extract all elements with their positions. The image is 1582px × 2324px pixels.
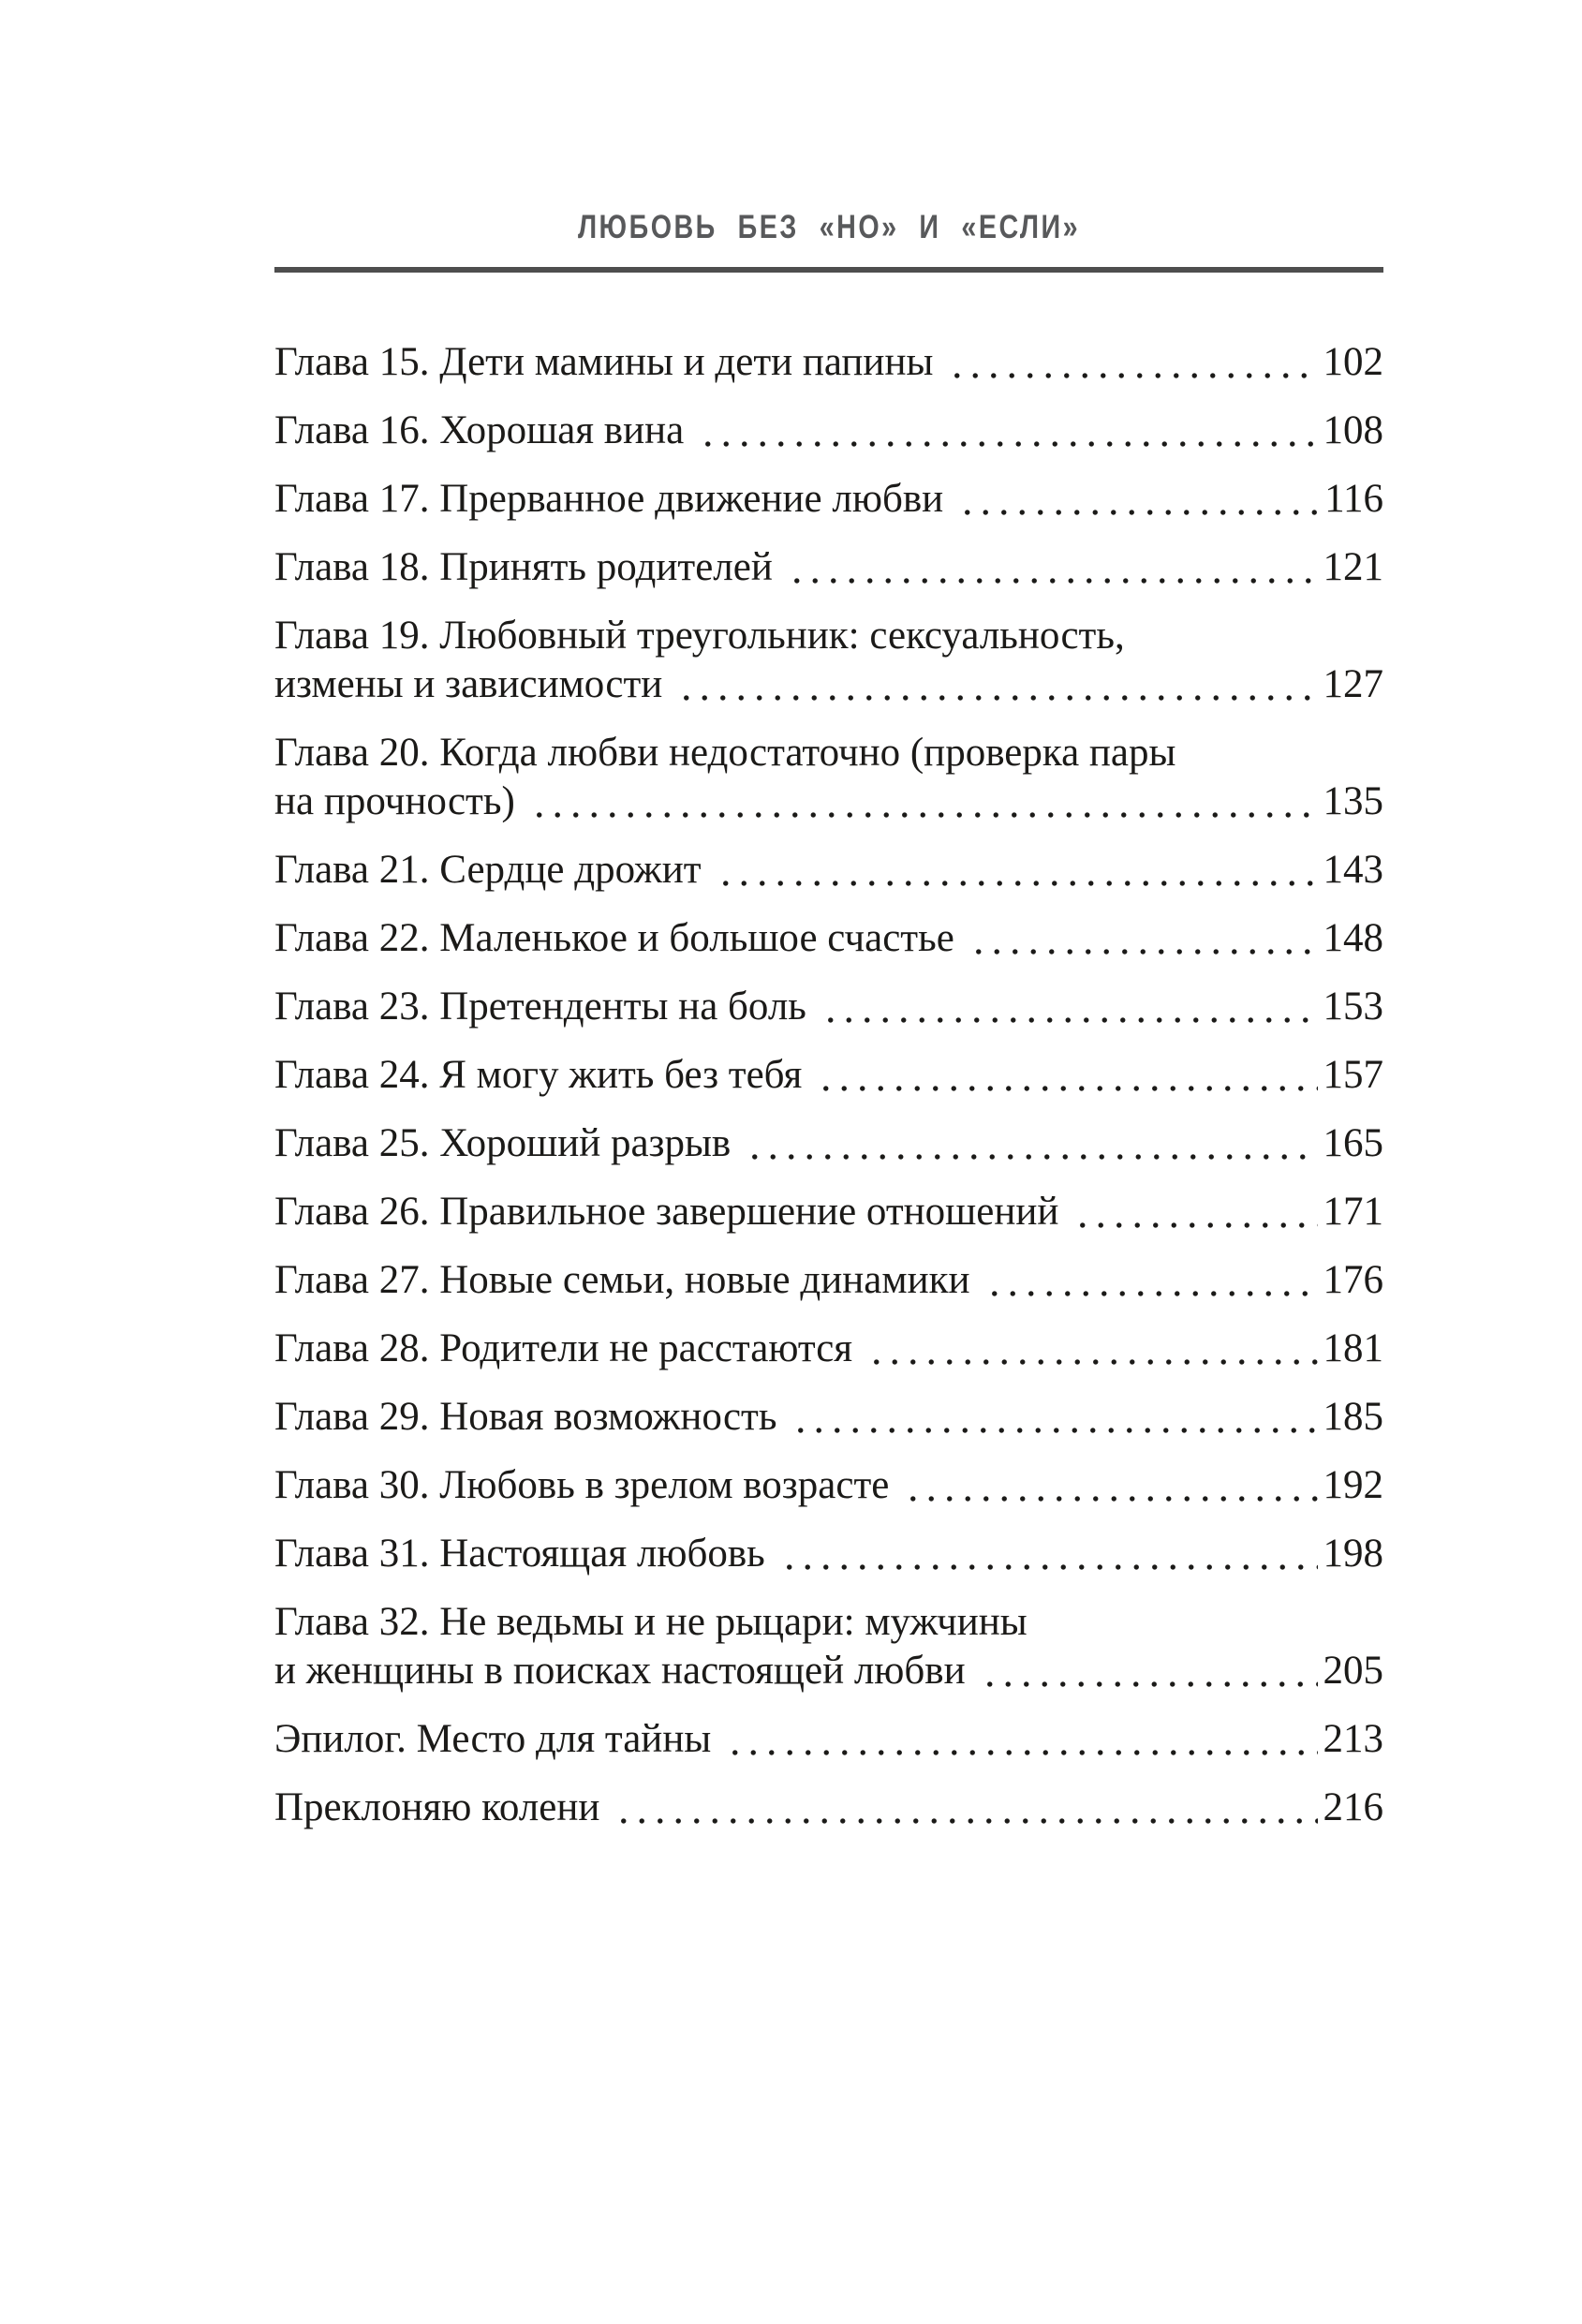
toc-page-number: 185 (1323, 1395, 1383, 1439)
toc-leader-dots (1070, 1188, 1317, 1236)
toc-entry (274, 983, 1383, 1031)
toc-entry-title: Глава 15. Дети мамины и дети папины (274, 340, 934, 384)
toc-leader-dots (966, 914, 1318, 963)
toc-entry-row (274, 338, 1383, 387)
toc-entry-row (274, 1256, 1383, 1305)
toc-entry-title: Глава 17. Прерванное движение любви (274, 477, 944, 521)
toc-page-number: 181 (1323, 1326, 1383, 1370)
toc-entry-title: на прочность) (274, 779, 515, 823)
toc-leader-dots (900, 1461, 1317, 1510)
toc-entry-title-line: Глава 19. Любовный треугольник: сексуальность, (274, 614, 1125, 658)
toc-entry (274, 1119, 1383, 1168)
toc-page-number: 127 (1323, 662, 1383, 706)
toc-page-number: 121 (1323, 545, 1383, 589)
toc-page-number: 102 (1323, 340, 1383, 384)
toc-entry-row (274, 1051, 1383, 1100)
toc-entry-title: Глава 25. Хороший разрыв (274, 1121, 732, 1165)
toc-entry-title: Эпилог. Место для тайны (274, 1717, 712, 1761)
toc-page-number: 213 (1323, 1717, 1383, 1761)
toc-entry-row (274, 983, 1383, 1031)
toc-page-number: 116 (1324, 477, 1383, 521)
toc-entry (274, 1598, 1383, 1695)
toc-page-number: 171 (1323, 1190, 1383, 1234)
toc-entry (274, 1530, 1383, 1578)
toc-entry-row (274, 475, 1383, 524)
toc-entry-title: Глава 22. Маленькое и большое счастье (274, 916, 954, 960)
toc-entry (274, 846, 1383, 895)
toc-page-number: 135 (1323, 779, 1383, 823)
toc-entry-title: Глава 29. Новая возможность (274, 1395, 777, 1439)
running-head (274, 210, 1383, 273)
toc-entry-row (274, 1715, 1383, 1764)
toc-entry (274, 1393, 1383, 1442)
toc-entry-row (274, 914, 1383, 963)
toc-entry (274, 1188, 1383, 1236)
toc-entry (274, 612, 1383, 709)
toc-entry-title: Глава 21. Сердце дрожит (274, 848, 702, 892)
toc-leader-dots (742, 1119, 1317, 1168)
toc-entry-title: измены и зависимости (274, 662, 663, 706)
toc-entry-title-line: Глава 20. Когда любви недостаточно (проверка пары (274, 731, 1176, 775)
toc-entry-row (274, 1530, 1383, 1578)
toc-entry-title: Глава 16. Хорошая вина (274, 408, 685, 452)
toc-entry-title: Глава 27. Новые семьи, новые динамики (274, 1258, 970, 1302)
toc-leader-dots (673, 660, 1317, 709)
toc-leader-dots (977, 1647, 1318, 1695)
toc-entry-row (274, 407, 1383, 455)
toc-page-number: 216 (1323, 1785, 1383, 1829)
toc-leader-dots (526, 777, 1318, 826)
toc-page-number: 198 (1323, 1532, 1383, 1576)
toc-entry (274, 407, 1383, 455)
table-of-contents (274, 338, 1383, 1832)
toc-entry-row (274, 1647, 1383, 1695)
toc-entry (274, 729, 1383, 826)
toc-page-number: 205 (1323, 1649, 1383, 1693)
toc-entry-title: Глава 18. Принять родителей (274, 545, 773, 589)
toc-entry (274, 1784, 1383, 1832)
toc-entry-title: и женщины в поисках настоящей любви (274, 1649, 966, 1693)
toc-leader-dots (954, 475, 1319, 524)
toc-entry (274, 1715, 1383, 1764)
toc-leader-dots (982, 1256, 1318, 1305)
toc-entry-row (274, 1784, 1383, 1832)
toc-entry (274, 1461, 1383, 1510)
toc-entry-row (274, 660, 1383, 709)
toc-entry-row (274, 1393, 1383, 1442)
toc-entry-row (274, 543, 1383, 592)
toc-entry-row (274, 846, 1383, 895)
toc-page-number: 143 (1323, 848, 1383, 892)
toc-list (274, 338, 1383, 1832)
toc-leader-dots (695, 407, 1317, 455)
toc-entry-title: Глава 26. Правильное завершение отношений (274, 1190, 1059, 1234)
toc-leader-dots (944, 338, 1317, 387)
toc-entry-title: Глава 31. Настоящая любовь (274, 1532, 765, 1576)
toc-page-number: 165 (1323, 1121, 1383, 1165)
toc-page-number: 157 (1323, 1053, 1383, 1097)
toc-entry (274, 914, 1383, 963)
toc-leader-dots (788, 1393, 1317, 1442)
toc-entry-row (274, 777, 1383, 826)
toc-entry (274, 1256, 1383, 1305)
toc-entry (274, 1051, 1383, 1100)
running-head-title: ЛЮБОВЬ БЕЗ «НО» И «ЕСЛИ» (577, 209, 1081, 245)
toc-entry-title: Глава 23. Претенденты на боль (274, 984, 806, 1029)
toc-leader-dots (611, 1784, 1317, 1832)
toc-page-number: 176 (1323, 1258, 1383, 1302)
toc-entry (274, 543, 1383, 592)
toc-leader-dots (776, 1530, 1318, 1578)
toc-page-number: 148 (1323, 916, 1383, 960)
toc-entry-title-line: Глава 32. Не ведьмы и не рыцари: мужчины (274, 1600, 1028, 1644)
toc-entry-title: Глава 30. Любовь в зрелом возрасте (274, 1463, 890, 1507)
toc-entry-row (274, 1119, 1383, 1168)
toc-leader-dots (864, 1325, 1317, 1373)
toc-leader-dots (818, 983, 1318, 1031)
toc-page-number: 153 (1323, 984, 1383, 1029)
book-page (274, 0, 1383, 1832)
toc-leader-dots (813, 1051, 1317, 1100)
header-rule (274, 267, 1383, 273)
toc-leader-dots (713, 846, 1318, 895)
toc-entry-row (274, 1188, 1383, 1236)
toc-entry-title: Глава 28. Родители не расстаются (274, 1326, 853, 1370)
toc-entry-row (274, 1325, 1383, 1373)
toc-entry-title: Глава 24. Я могу жить без тебя (274, 1053, 803, 1097)
toc-entry (274, 338, 1383, 387)
toc-page-number: 108 (1323, 408, 1383, 452)
toc-page-number: 192 (1323, 1463, 1383, 1507)
toc-leader-dots (722, 1715, 1317, 1764)
toc-entry-title: Преклоняю колени (274, 1785, 600, 1829)
toc-entry (274, 475, 1383, 524)
toc-leader-dots (784, 543, 1318, 592)
toc-entry (274, 1325, 1383, 1373)
toc-entry-row (274, 1461, 1383, 1510)
